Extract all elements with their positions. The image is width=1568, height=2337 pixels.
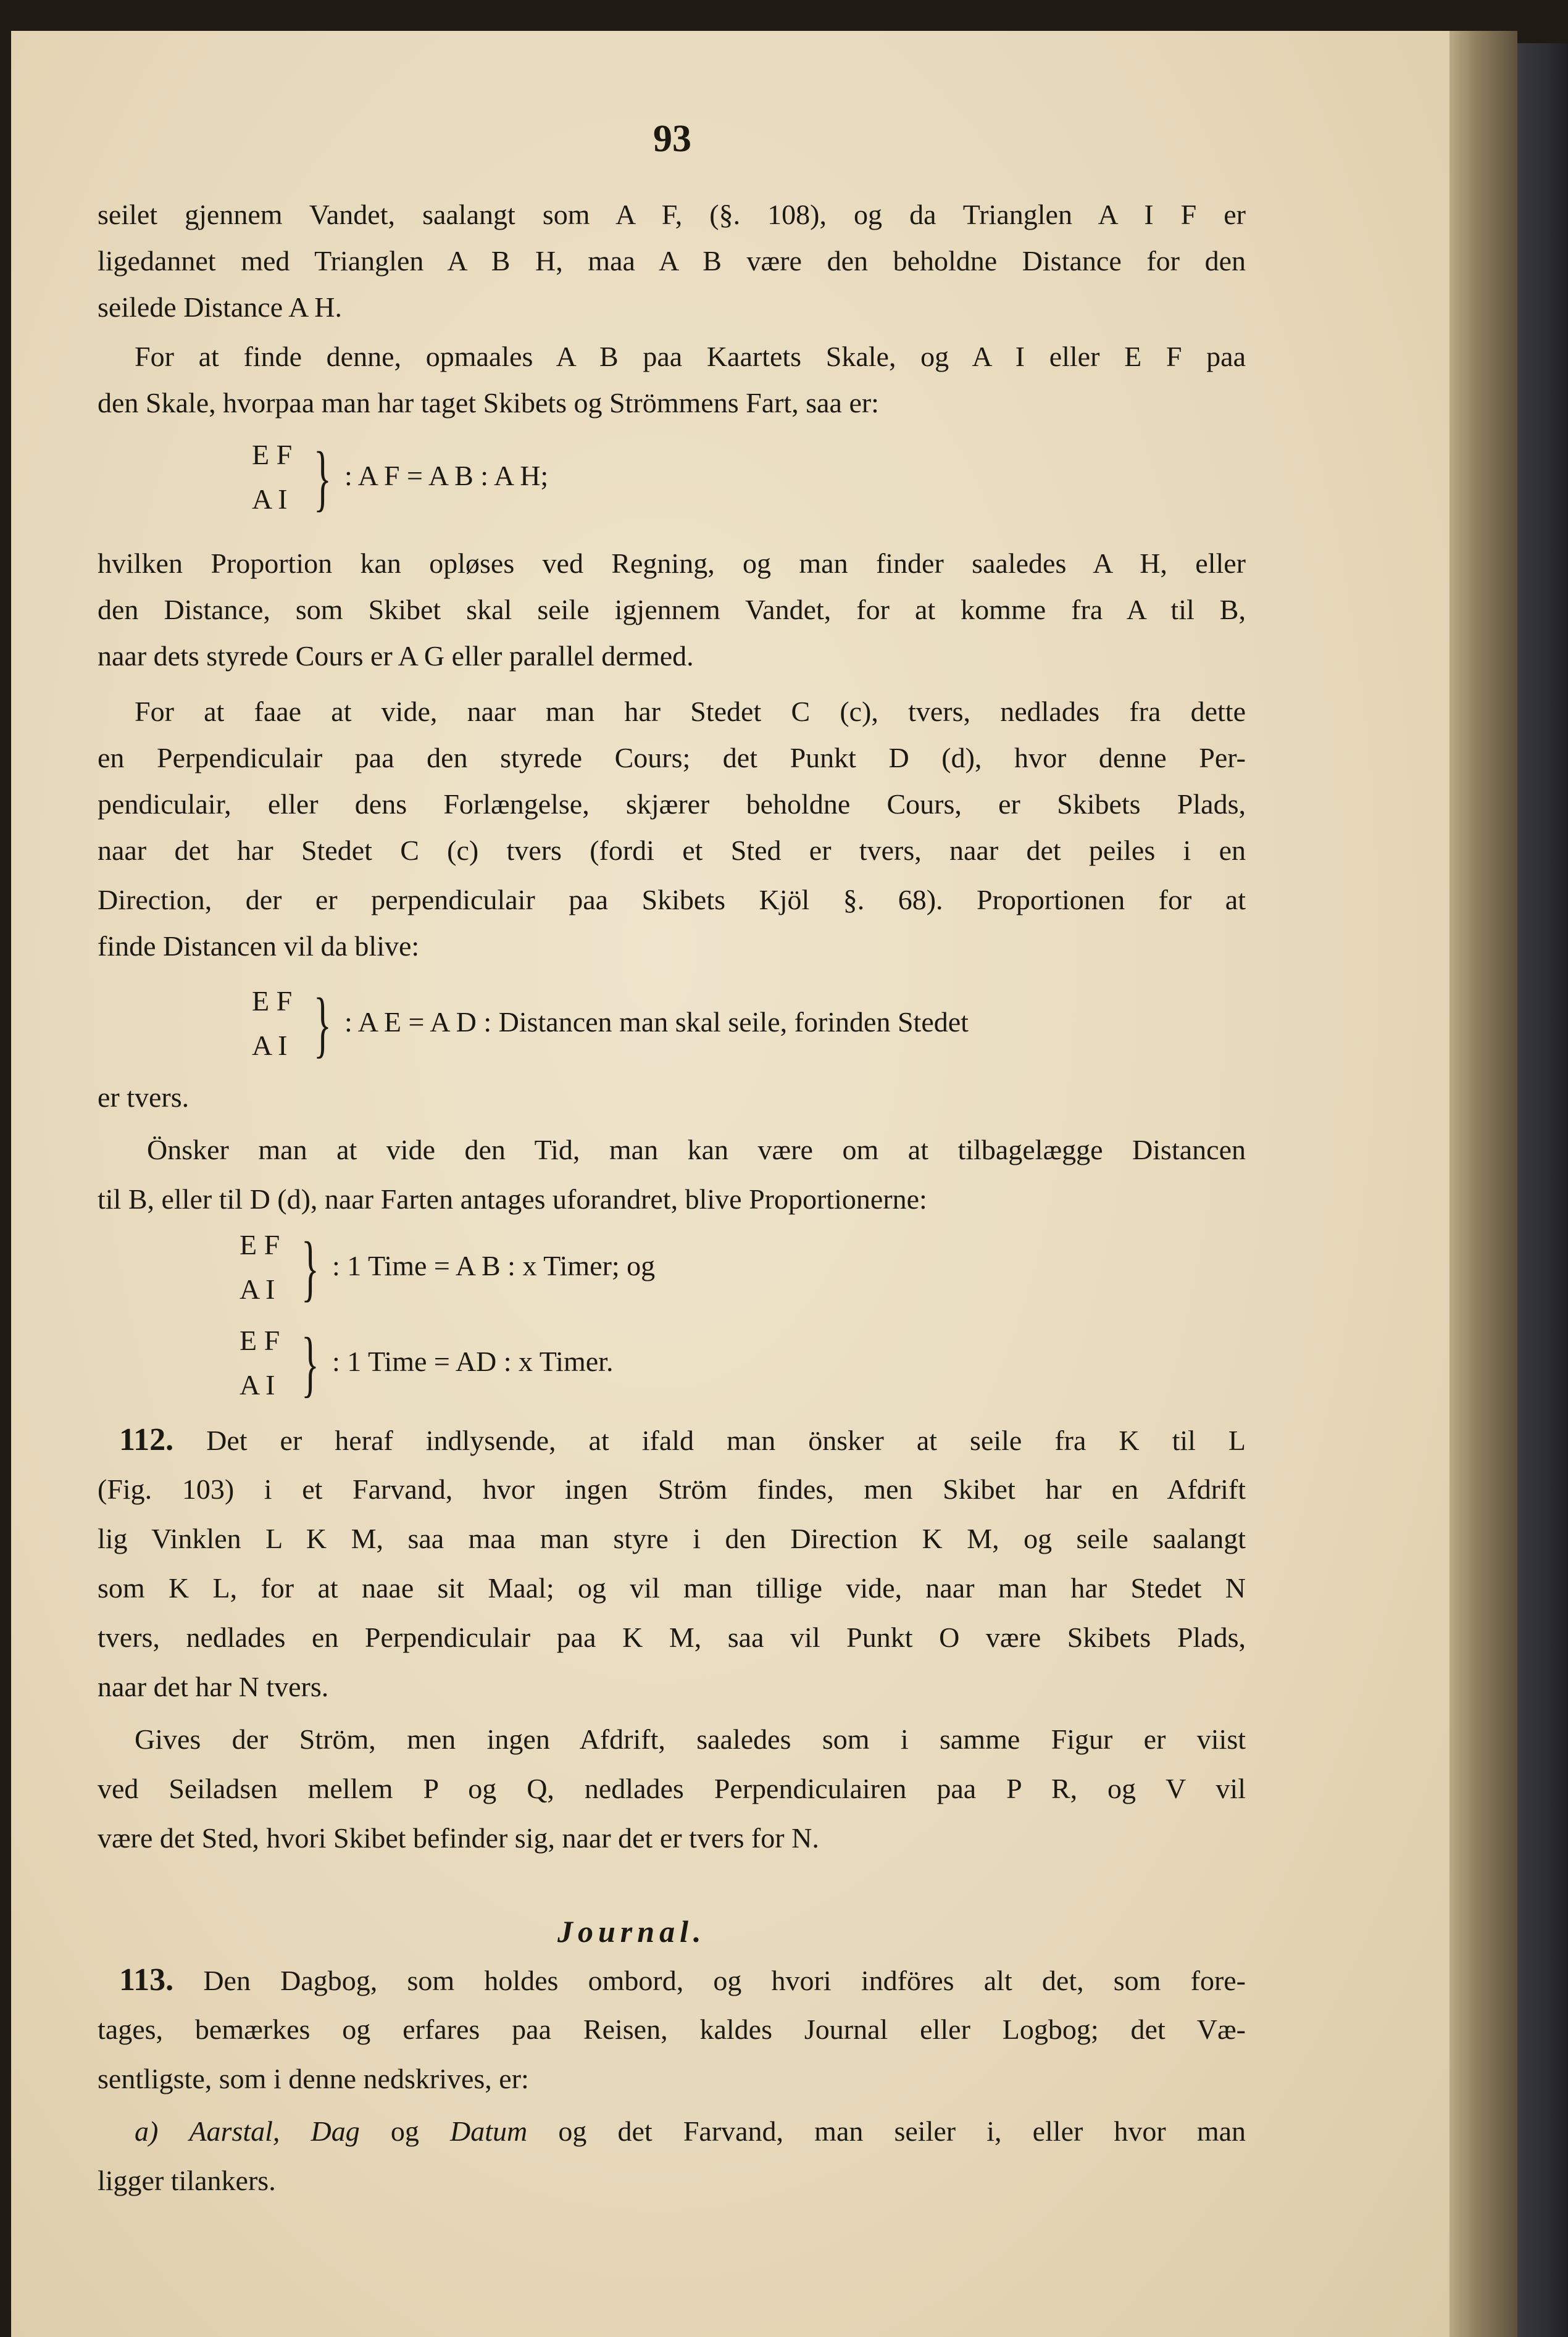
proportion-formula: [240, 1324, 919, 1417]
book-page: [11, 31, 1449, 2337]
text-line: sentligste, som i denne nedskrives, er:: [98, 2063, 529, 2094]
proportion-formula: [252, 438, 807, 531]
section-number: 113.: [119, 1962, 174, 1997]
text-line: naar det har Stedet C (c) tvers (fordi et Sted er tvers, naar det peiles i en: [98, 835, 1246, 866]
formula-bottom: A I: [240, 1273, 275, 1305]
book-spine: [1449, 31, 1517, 2337]
section-113-line: [119, 1963, 1246, 1998]
text-line: ligger tilankers.: [98, 2165, 276, 2196]
text-line: ligedannet med Trianglen A B H, maa A B være den beholdne Distance for den: [98, 245, 1246, 277]
text-line: en Perpendiculair paa den styrede Cours; det Punkt D (d), hvor denne Per-: [98, 742, 1246, 773]
formula-rhs: : 1 Time = A B : x Timer; og: [332, 1250, 656, 1281]
text-span: og: [390, 2115, 419, 2147]
text-line: naar det har N tvers.: [98, 1671, 329, 1702]
text-line: til B, eller til D (d), naar Farten antages uforandret, blive Proportionerne:: [98, 1183, 927, 1215]
text-line: som K L, for at naae sit Maal; og vil man tillige vide, naar man har Stedet N: [98, 1572, 1246, 1604]
brace-symbol: }: [314, 983, 332, 1065]
text-span: Det er heraf indlysende, at ifald man önsker at seile fra K til L: [206, 1425, 1246, 1456]
section-number: 112.: [119, 1422, 174, 1457]
formula-bottom: A I: [252, 483, 288, 515]
list-item: [135, 2114, 1246, 2149]
proportion-formula: [240, 1228, 919, 1321]
text-span: Den Dagbog, som holdes ombord, og hvori indföres alt det, som fore-: [203, 1965, 1246, 1996]
section-heading: Journal.: [557, 1914, 706, 1949]
text-line: er tvers.: [98, 1081, 190, 1113]
book-cover-edge: [1517, 43, 1568, 2337]
formula-top: E F: [252, 985, 293, 1017]
text-line: pendiculair, eller dens Forlængelse, skjærer beholdne Cours, er Skibets Plads,: [98, 788, 1246, 820]
text-line: ved Seiladsen mellem P og Q, nedlades Perpendiculairen paa P R, og V vil: [98, 1773, 1246, 1804]
formula-top: E F: [252, 439, 293, 470]
formula-top: E F: [240, 1325, 280, 1356]
italic-term: Datum: [450, 2115, 528, 2147]
text-line: lig Vinklen L K M, saa maa man styre i den Direction K M, og seile saalangt: [98, 1523, 1246, 1554]
text-line: hvilken Proportion kan opløses ved Regning, og man finder saaledes A H, eller: [98, 548, 1246, 579]
proportion-formula: [252, 985, 1246, 1077]
italic-term: Aarstal,: [189, 2115, 280, 2147]
text-line: seilet gjennem Vandet, saalangt som A F, (§. 108), og da Trianglen A I F er: [98, 199, 1246, 230]
text-line: Gives der Ström, men ingen Afdrift, saaledes som i samme Figur er viist: [135, 1723, 1246, 1755]
brace-symbol: }: [314, 436, 332, 519]
text-line: For at finde denne, opmaales A B paa Kaartets Skale, og A I eller E F paa: [135, 341, 1246, 372]
text-line: den Skale, hvorpaa man har taget Skibets og Strömmens Fart, saa er:: [98, 387, 879, 419]
text-line: være det Sted, hvori Skibet befinder sig, naar det er tvers for N.: [98, 1822, 819, 1854]
text-line: naar dets styrede Cours er A G eller parallel dermed.: [98, 640, 694, 672]
item-marker: a): [135, 2115, 159, 2147]
section-112-line: [119, 1423, 1246, 1458]
formula-rhs: : 1 Time = AD : x Timer.: [332, 1346, 614, 1377]
brace-symbol: }: [301, 1227, 319, 1309]
text-line: Direction, der er perpendiculair paa Skibets Kjöl §. 68). Proportionen for at: [98, 884, 1246, 915]
text-line: seilede Distance A H.: [98, 291, 343, 323]
text-line: tages, bemærkes og erfares paa Reisen, kaldes Journal eller Logbog; det Væ-: [98, 2014, 1246, 2045]
text-line: finde Distancen vil da blive:: [98, 930, 420, 962]
formula-bottom: A I: [252, 1030, 288, 1061]
text-line: tvers, nedlades en Perpendiculair paa K M, saa vil Punkt O være Skibets Plads,: [98, 1622, 1246, 1653]
text-line: (Fig. 103) i et Farvand, hvor ingen Ström findes, men Skibet har en Afdrift: [98, 1473, 1246, 1505]
text-line: den Distance, som Skibet skal seile igjennem Vandet, for at komme fra A til B,: [98, 594, 1246, 625]
brace-symbol: }: [301, 1322, 319, 1404]
formula-rhs: : A F = A B : A H;: [344, 460, 549, 491]
formula-top: E F: [240, 1229, 280, 1260]
text-line: For at faae at vide, naar man har Stedet C (c), tvers, nedlades fra dette: [135, 696, 1246, 727]
text-line: Önsker man at vide den Tid, man kan være om at tilbagelægge Distancen: [147, 1134, 1246, 1165]
italic-term: Dag: [311, 2115, 360, 2147]
formula-bottom: A I: [240, 1369, 275, 1401]
formula-rhs: : A E = A D : Distancen man skal seile, forinden Stedet: [344, 1006, 969, 1038]
page-number: 93: [653, 118, 691, 160]
text-span: og det Farvand, man seiler i, eller hvor man: [558, 2115, 1246, 2147]
